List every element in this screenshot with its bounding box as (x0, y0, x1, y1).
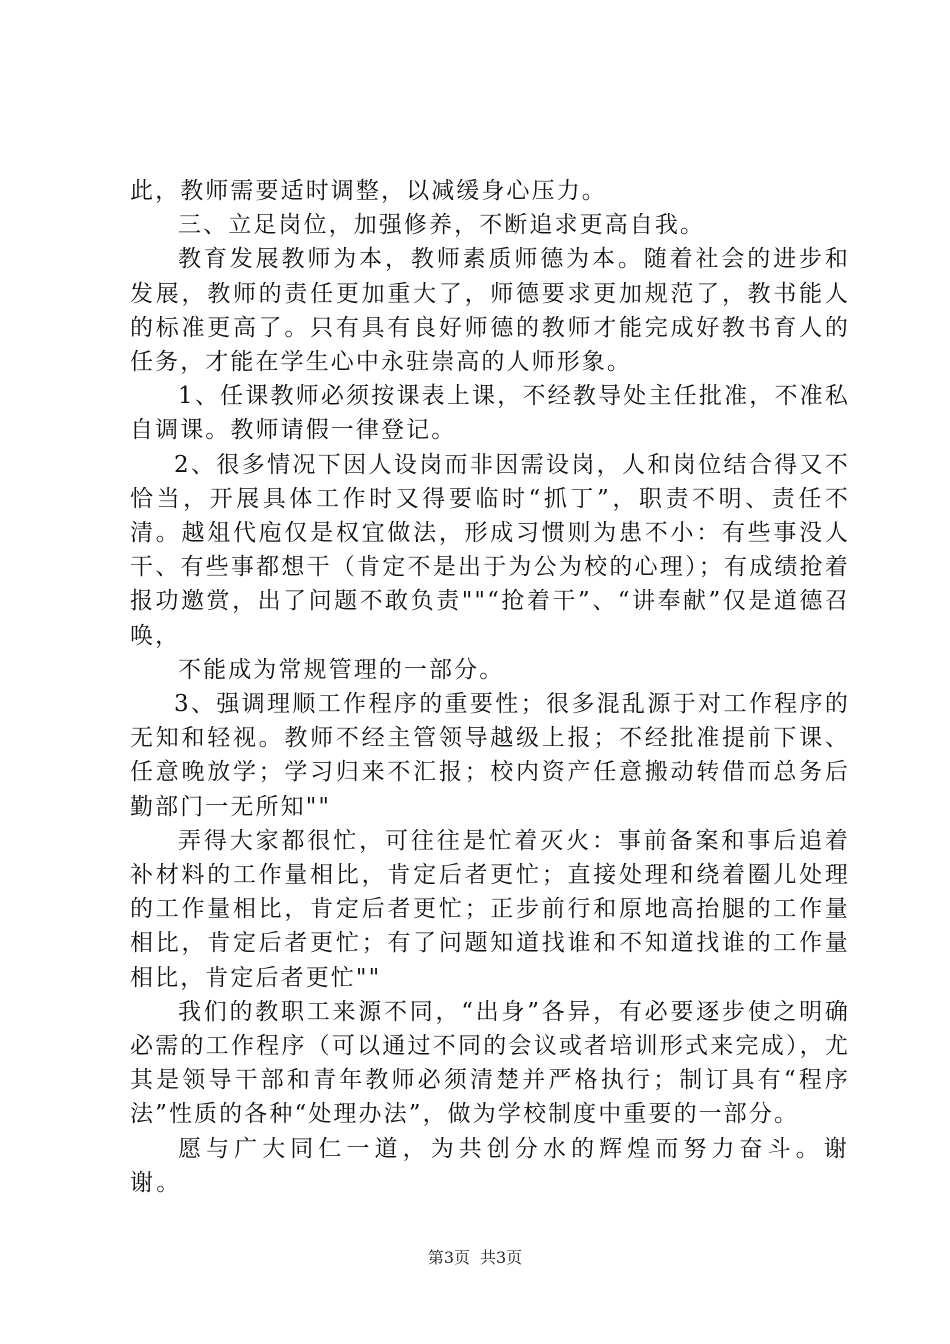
paragraph-5: 2、很多情况下因人设岗而非因需设岗，人和岗位结合得又不恰当，开展具体工作时又得要临时“抓丁”，职责不明、责任不清。越俎代庖仅是权宜做法，形成习惯则为患不小：有些事没人干、有些事都想干（肯定不是出于为公为校的心理）；有成绩抢着报功邀赏，出了问题不敢负责""“抢着干”、“讲奉献”仅是道德召唤， (130, 451, 850, 649)
document-body (130, 174, 850, 1200)
paragraph-6: 不能成为常规管理的一部分。 (178, 656, 505, 683)
page-number: 第3页 (427, 1248, 470, 1267)
paragraph-10: 愿与广大同仁一道，为共创分水的辉煌而努力奋斗。谢谢。 (130, 1135, 850, 1196)
paragraph-4: 1、任课教师必须按课表上课，不经教导处主任批准，不准私自调课。教师请假一律登记。 (130, 383, 850, 444)
paragraph-1: 此，教师需要适时调整，以减缓身心压力。 (130, 178, 607, 204)
paragraph-9: 我们的教职工来源不同，“出身”各异，有必要逐步使之明确必需的工作程序（可以通过不同的会议或者培训形式来完成），尤其是领导干部和青年教师必须清楚并严格执行；制订具有“程序法”性质的各种“处理办法”，做为学校制度中重要的一部分。 (130, 998, 850, 1128)
paragraph-2: 三、立足岗位，加强修养，不断追求更高自我。 (178, 212, 706, 239)
paragraph-3: 教育发展教师为本，教师素质师德为本。随着社会的进步和发展，教师的责任更加重大了，师德要求更加规范了，教书能人的标准更高了。只有具有良好师德的教师才能完成好教书育人的任务，才能在学生心中永驻崇高的人师形象。 (130, 246, 850, 376)
page-footer (0, 1245, 950, 1268)
page-total: 共3页 (480, 1248, 523, 1267)
paragraph-7: 3、强调理顺工作程序的重要性；很多混乱源于对工作程序的无知和轻视。教师不经主管领导越级上报；不经批准提前下课、任意晚放学；学习归来不汇报；校内资产任意搬动转借而总务后勤部门一无所知"" (130, 691, 850, 820)
paragraph-8: 弄得大家都很忙，可往往是忙着灭火：事前备案和事后追着补材料的工作量相比，肯定后者更忙；直接处理和绕着圈儿处理的工作量相比，肯定后者更忙；正步前行和原地高抬腿的工作量相比，肯定后者更忙；有了问题知道找谁和不知道找谁的工作量相比，肯定后者更忙"" (130, 827, 850, 991)
